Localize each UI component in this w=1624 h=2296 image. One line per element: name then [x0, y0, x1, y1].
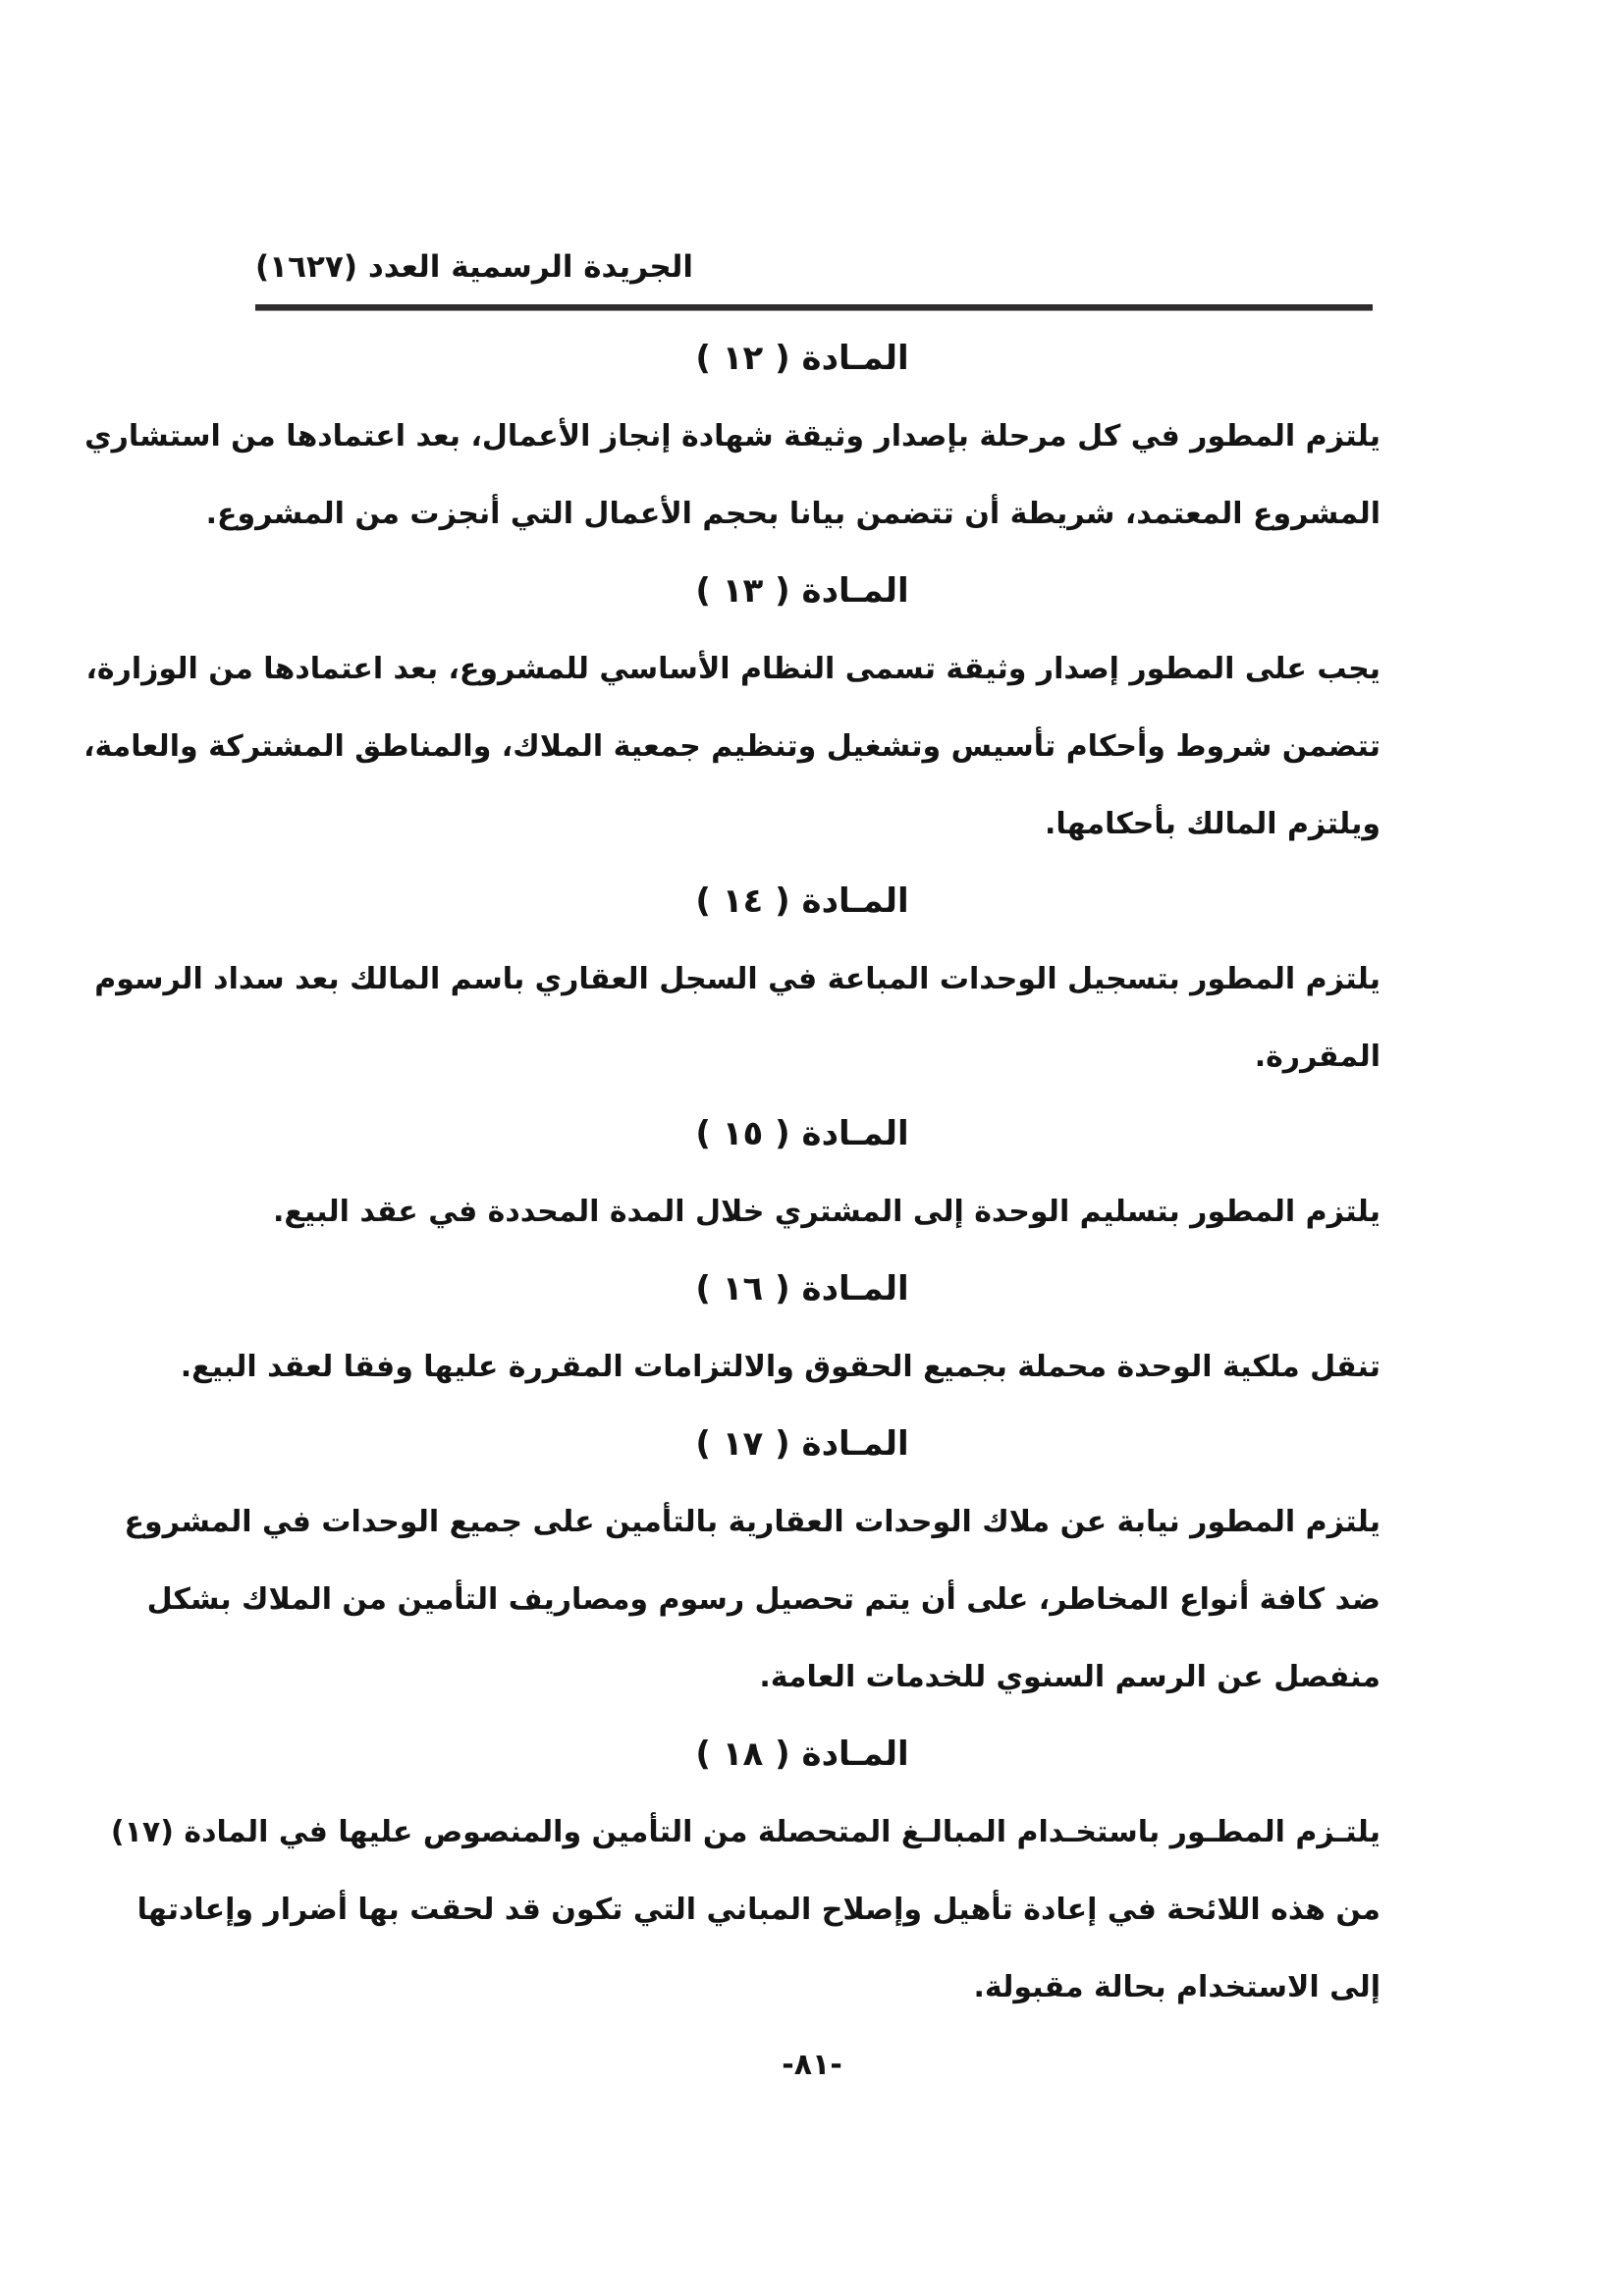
article-١٣	[83, 553, 1380, 863]
article-line: يلتـزم المطـور باستخـدام المبالـغ المتحصلة من التأمين والمنصوص عليها في المادة (١٧)	[110, 1815, 1380, 1849]
articles-container	[83, 320, 1380, 2026]
article-line: يلتزم المطور في كل مرحلة بإصدار وثيقة شهادة إنجاز الأعمال، بعد اعتمادها من استشاري	[84, 419, 1380, 454]
article-heading: المـادة ( ١٣ )	[695, 571, 909, 611]
article-١٨	[110, 1716, 1380, 2026]
article-heading: المـادة ( ١٦ )	[695, 1269, 909, 1308]
article-heading: المـادة ( ١٥ )	[695, 1114, 909, 1153]
article-line: ويلتزم المالك بأحكامها.	[1045, 807, 1380, 841]
article-heading: المـادة ( ١٨ )	[695, 1735, 909, 1774]
article-line: المشروع المعتمد، شريطة أن تتضمن بيانا بحجم الأعمال التي أنجزت من المشروع.	[205, 497, 1380, 531]
page-number: -٨١-	[782, 2048, 842, 2082]
article-line: المقررة.	[1254, 1040, 1380, 1074]
article-line: تتضمن شروط وأحكام تأسيس وتشغيل وتنظيم جمعية الملاك، والمناطق المشتركة والعامة،	[83, 729, 1380, 764]
article-line: إلى الاستخدام بحالة مقبولة.	[973, 1970, 1380, 2004]
article-line: يلتزم المطور بتسجيل الوحدات المباعة في السجل العقاري باسم المالك بعد سداد الرسوم	[94, 962, 1380, 996]
article-line: يلتزم المطور بتسليم الوحدة إلى المشتري خلال المدة المحددة في عقد البيع.	[272, 1195, 1380, 1229]
article-heading: المـادة ( ١٧ )	[695, 1424, 909, 1464]
article-line: يجب على المطور إصدار وثيقة تسمى النظام الأساسي للمشروع، بعد اعتمادها من الوزارة،	[85, 652, 1380, 686]
article-line: منفصل عن الرسم السنوي للخدمات العامة.	[759, 1660, 1380, 1694]
article-١٥	[224, 1095, 1380, 1251]
article-١٦	[180, 1251, 1380, 1406]
article-line: من هذه اللائحة في إعادة تأهيل وإصلاح المباني التي تكون قد لحقت بها أضرار وإعادتها	[136, 1893, 1380, 1927]
header-rule	[255, 304, 1373, 311]
article-heading: المـادة ( ١٤ )	[695, 881, 909, 921]
article-heading: المـادة ( ١٢ )	[695, 339, 909, 378]
article-line: ضد كافة أنواع المخاطر، على أن يتم تحصيل رسوم ومصاريف التأمين من الملاك بشكل	[146, 1582, 1380, 1617]
article-line: يلتزم المطور نيابة عن ملاك الوحدات العقارية بالتأمين على جميع الوحدات في المشروع	[124, 1505, 1380, 1539]
article-١٤	[94, 863, 1380, 1095]
article-١٢	[84, 320, 1380, 553]
gazette-header-title: الجريدة الرسمية العدد (١٦٢٧)	[255, 249, 693, 285]
article-١٧	[124, 1406, 1380, 1716]
article-line: تنقل ملكية الوحدة محملة بجميع الحقوق والالتزامات المقررة عليها وفقا لعقد البيع.	[180, 1350, 1380, 1384]
